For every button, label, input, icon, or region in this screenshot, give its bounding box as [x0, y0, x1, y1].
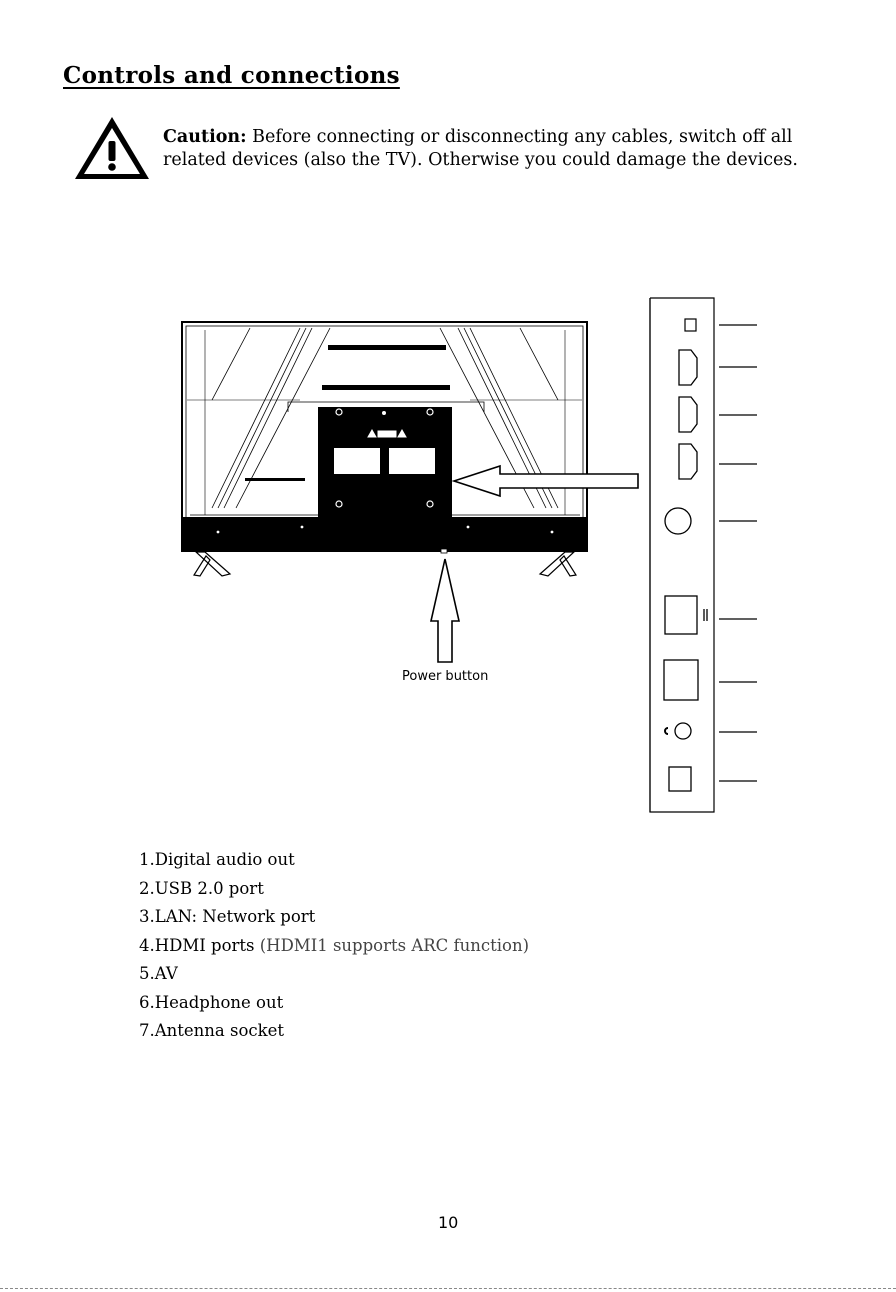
list-item: 7.Antenna socket — [139, 1021, 285, 1040]
hdmi-port-3 — [679, 444, 697, 479]
port-leader-lines — [719, 325, 757, 781]
caution-label: Caution: — [163, 127, 247, 147]
caution-line-1: Before connecting or disconnecting any cables, switch off all — [246, 127, 793, 147]
list-item: 6.Headphone out — [139, 992, 284, 1012]
page-title: Controls and connections — [63, 62, 400, 89]
list-item: 4.HDMI ports (HDMI1 supports ARC function) — [139, 935, 530, 955]
digital-audio-port — [685, 319, 696, 331]
hdmi-port-1 — [679, 350, 697, 385]
connections-list — [139, 846, 529, 1046]
page-bottom-rule — [0, 1288, 896, 1289]
av-port — [669, 767, 691, 791]
list-item: 5.AV — [139, 964, 178, 983]
lan-port — [665, 596, 697, 634]
hdmi-arc-note: (HDMI1 supports ARC function) — [259, 935, 530, 955]
list-item: 1.Digital audio out — [139, 850, 295, 869]
hdmi-port-2 — [679, 397, 697, 432]
page-number: 10 — [438, 1213, 459, 1232]
antenna-socket-port — [665, 508, 691, 534]
side-panel-arrow — [454, 466, 638, 496]
usb-port — [664, 660, 698, 700]
tv-stands — [194, 552, 576, 576]
list-item: 3.LAN: Network port — [139, 907, 316, 926]
headphone-port — [675, 723, 691, 739]
power-button-label: Power button — [402, 669, 489, 684]
side-connection-panel — [650, 298, 714, 812]
power-button-arrow — [431, 559, 459, 662]
caution-line-2: related devices (also the TV). Otherwise you could damage the devices. — [163, 150, 798, 170]
list-item: 2.USB 2.0 port — [139, 878, 264, 898]
